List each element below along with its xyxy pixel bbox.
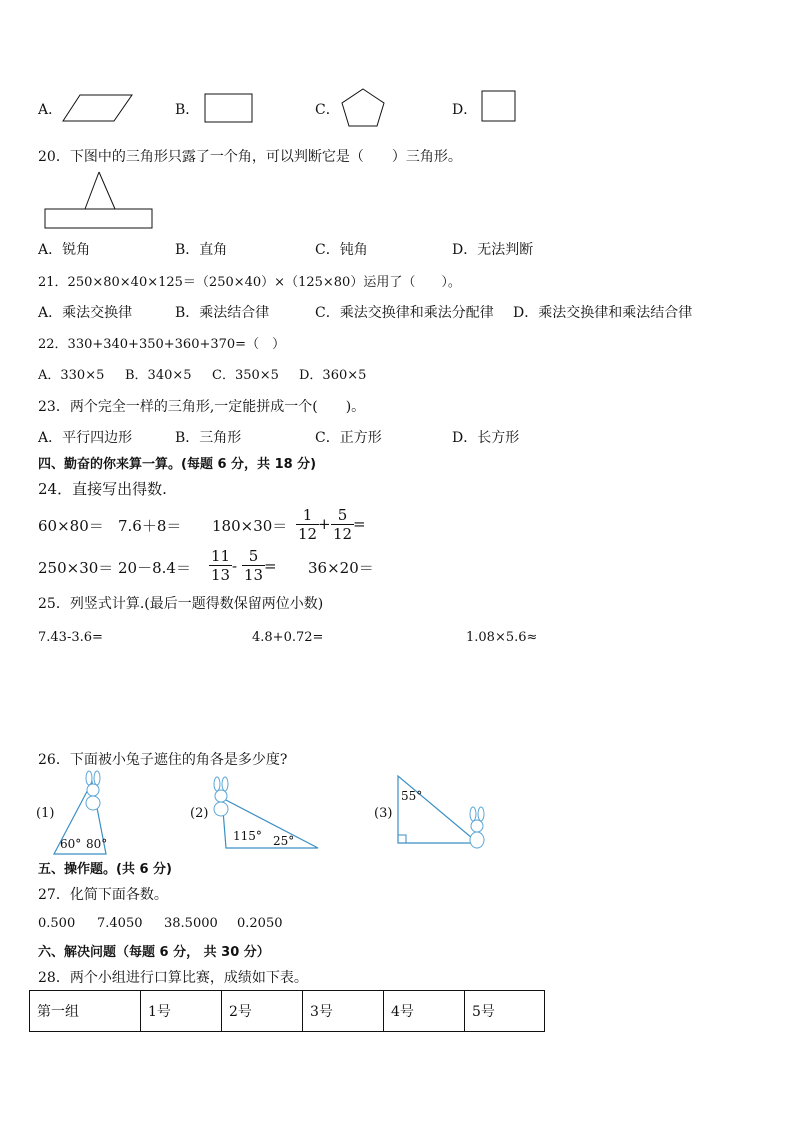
pentagon-shape [341,88,387,128]
q20-option-a: A．锐角 [38,242,91,258]
q24-fraction-c [209,547,232,584]
q24-item-5: 250×30＝ [38,559,114,577]
q23-option-d: D．长方形 [452,430,520,446]
q22-option-b: B．340×5 [125,368,192,383]
q22-option-a: A．330×5 [38,368,105,383]
q19-option-b-label: B． [175,102,200,118]
q22-option-d: D．360×5 [299,368,367,383]
q19-option-a-label: A． [38,102,63,118]
q24-item-3: 180×30＝ [212,517,288,535]
table-cell: 4号 [384,991,465,1032]
score-table [29,990,545,1032]
fig1-label: (1) [36,806,55,821]
rabbit-icon [464,808,492,850]
table-cell: 1号 [141,991,222,1032]
q23-option-c: C．正方形 [315,430,382,446]
hidden-triangle-figure [43,170,155,230]
q24-fraction-d [242,547,265,584]
section4-heading: 四、勤奋的你来算一算。(每题 6 分，共 18 分) [38,457,317,472]
q23-option-b: B．三角形 [175,430,242,446]
q22-option-c: C．350×5 [212,368,279,383]
q22-question: 22．330+340+350+360+370=（ ） [38,337,286,352]
fig3-label: (3) [374,806,393,821]
q28-question: 28．两个小组进行口算比赛，成绩如下表。 [38,970,308,986]
q20-option-b: B．直角 [175,242,228,258]
denominator: 12 [333,525,353,543]
table-cell: 第一组 [30,991,141,1032]
q25-item-3: 1.08×5.6≈ [466,630,538,645]
parallelogram-shape [62,94,134,122]
q26-question: 26．下面被小兔子遮住的角各是多少度? [38,752,288,768]
q27-number-1: 0.500 [38,916,76,931]
numerator: 5 [337,506,348,524]
q21-option-a: A．乘法交换律 [38,305,133,321]
q27-number-4: 0.2050 [237,916,283,931]
section5-heading: 五、操作题。(共 6 分) [38,862,172,877]
q20-question: 20．下图中的三角形只露了一个角，可以判断它是（ ）三角形。 [38,149,462,165]
q27-number-3: 38.5000 [164,916,218,931]
q25-item-2: 4.8+0.72= [252,630,324,645]
section6-heading: 六、解决问题（每题 6 分， 共 30 分） [38,945,270,960]
q25-item-1: 7.43-3.6= [38,630,103,645]
table-cell: 2号 [222,991,303,1032]
denominator: 13 [211,566,231,584]
fig2-angle-b: 25° [273,834,295,848]
q24-item-6: 20－8.4＝ [118,559,191,577]
q20-option-c: C．钝角 [315,242,368,258]
q24-item-1: 60×80＝ [38,517,104,535]
q25-question: 25．列竖式计算.(最后一题得数保留两位小数) [38,596,324,612]
q23-question: 23．两个完全一样的三角形,一定能拼成一个( )。 [38,399,366,415]
q24-item-2: 7.6＋8＝ [118,517,182,535]
q21-question: 21．250×80×40×125＝（250×40）×（125×80）运用了（ ）。 [38,275,461,290]
equals-sign: = [264,557,277,575]
fig1-angle-b: 80° [86,837,108,851]
numerator: 11 [211,547,231,565]
minus-sign: - [232,557,238,575]
numerator: 5 [248,547,259,565]
fig1-angle-a: 60° [60,837,82,851]
q24-fraction-a [296,506,319,543]
q23-option-a: A．平行四边形 [38,430,133,446]
rabbit-icon [80,772,108,812]
table-cell: 5号 [465,991,545,1032]
q27-question: 27．化简下面各数。 [38,887,168,903]
fig2-angle-a: 115° [233,829,262,843]
q24-fraction-b [331,506,354,543]
rabbit-icon [208,778,236,818]
fig3-angle-a: 55° [401,789,423,803]
table-row [30,991,545,1032]
plus-sign: + [318,515,331,533]
q21-option-c: C．乘法交换律和乘法分配律 [315,305,494,321]
square-shape [481,90,517,124]
fig2-label: (2) [190,806,209,821]
denominator: 12 [298,525,318,543]
equals-sign: = [353,515,366,533]
q20-option-d: D．无法判断 [452,242,534,258]
q24-question: 24．直接写出得数. [38,480,167,498]
q19-option-c-label: C． [315,102,340,118]
q21-option-b: B．乘法结合律 [175,305,270,321]
q19-option-d-label: D． [452,102,478,118]
rectangle-shape [204,93,254,123]
numerator: 1 [302,506,313,524]
q24-item-8: 36×20＝ [308,559,374,577]
q27-number-2: 7.4050 [97,916,143,931]
q21-option-d: D．乘法交换律和乘法结合律 [513,305,693,321]
table-cell: 3号 [303,991,384,1032]
denominator: 13 [244,566,264,584]
